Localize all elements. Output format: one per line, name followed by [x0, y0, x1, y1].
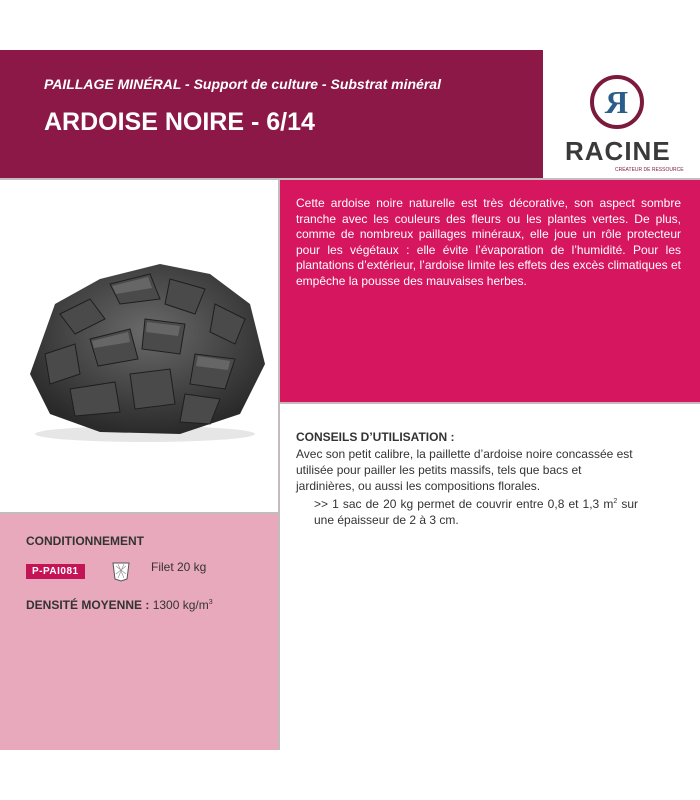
- header-banner: [0, 50, 543, 178]
- divider: [278, 180, 280, 750]
- brand-tagline: CRÉATEUR DE RESSOURCE: [615, 167, 684, 173]
- net-bag-icon: [110, 560, 132, 582]
- slate-pile-image: [20, 244, 270, 444]
- advice-tip: [296, 496, 638, 528]
- conditioning-panel: [0, 514, 278, 750]
- density-unit-exponent: 3: [208, 599, 213, 606]
- description-text: Cette ardoise noire naturelle est très décorative, son aspect sombre tranche avec les couleurs des fleurs ou les plantes vertes. De plus, comme de nombreux paillages minéraux, elle joue un rôle protecteur pour les végétaux : elle évite l’évaporation de l’humidité. Pour les plantations d’extérieur, l’ardoise limite les effets des excès climatiques et empêche la pousse des mauvaises herbes.: [296, 196, 681, 288]
- density-label: DENSITÉ MOYENNE :: [26, 598, 150, 612]
- density-line: [26, 598, 213, 612]
- conditioning-title: CONDITIONNEMENT: [26, 534, 144, 548]
- usage-advice: [296, 430, 638, 528]
- advice-heading: CONSEILS D’UTILISATION :: [296, 430, 455, 444]
- density-value: 1300 kg/m: [152, 598, 209, 612]
- divider: [280, 402, 700, 404]
- tip-text-end: sur une épaisseur de 2 à 3 cm.: [314, 497, 638, 527]
- logo-emblem-icon: [590, 75, 644, 129]
- tip-unit-exponent: 2: [613, 498, 618, 505]
- brand-name: RACINE: [565, 136, 671, 166]
- description-panel: [280, 180, 700, 402]
- reference-badge: P-PAI081: [26, 564, 85, 579]
- logo-glyph: R: [605, 84, 629, 120]
- tip-text: >> 1 sac de 20 kg permet de couvrir entre 0,8 et 1,3 m: [314, 497, 614, 511]
- product-title: ARDOISE NOIRE - 6/14: [44, 108, 315, 136]
- brand-logo: [543, 50, 700, 178]
- package-quantity: Filet 20 kg: [151, 560, 207, 574]
- advice-body: Avec son petit calibre, la paillette d’ardoise noire concassée est utilisée pour pailler les petits massifs, tels que bacs et jardinières, ou aussi les compositions florales.: [296, 447, 633, 493]
- product-category: PAILLAGE MINÉRAL - Support de culture - Substrat minéral: [44, 76, 441, 92]
- product-image: [0, 180, 278, 512]
